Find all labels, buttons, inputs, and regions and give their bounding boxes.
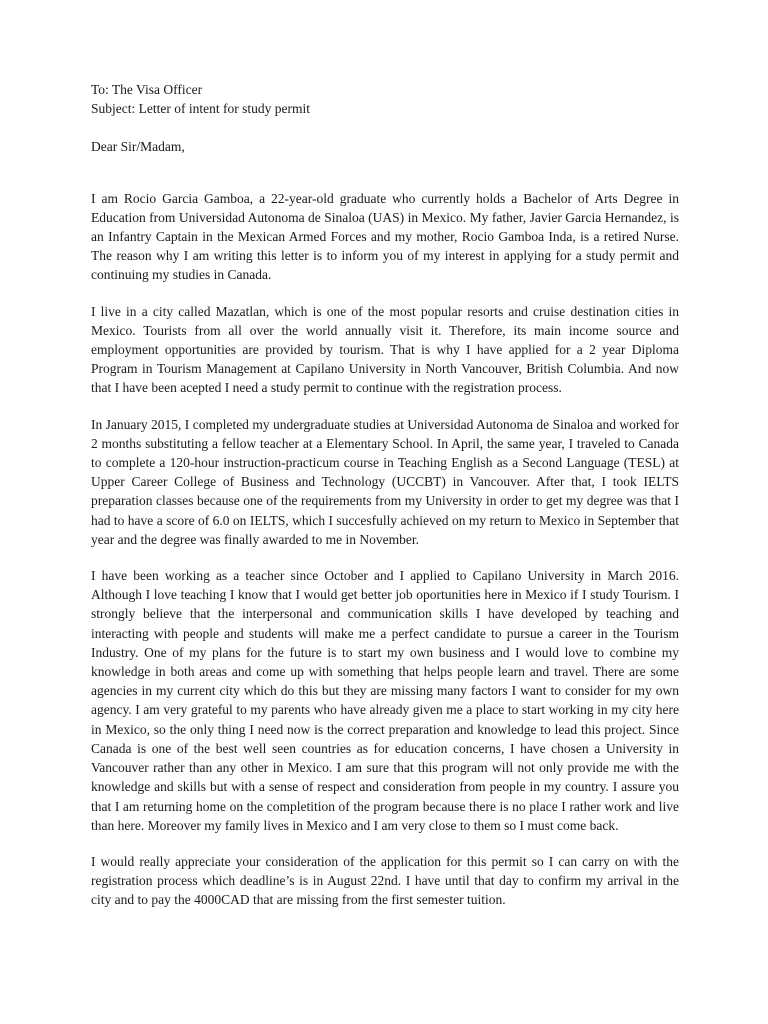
salutation: Dear Sir/Madam, [91, 139, 185, 155]
paragraph-background: In January 2015, I completed my undergraduate studies at Universidad Autonoma de Sinaloa and worked for 2 months substituting a fellow teacher at a Elementary School. In April, the same year, I traveled to Canada to complete a 120-hour instruction-practicum course in Teaching English as a Second Language (TESL) at Upper Career College of Business and Technology (UCCBT) in Vancouver. After that, I took IELTS preparation classes because one of the requirements from my University in order to get my degree was that I had to have a score of 6.0 on IELTS, which I succesfully achieved on my return to Mexico in September that year and the degree was finally awarded to me in November. [91, 416, 679, 547]
paragraph-introduction: I am Rocio Garcia Gamboa, a 22-year-old graduate who currently holds a Bachelor of Arts Degree in Education from Universidad Autonoma de Sinaloa (UAS) in Mexico. My father, Javier Garcia Hernandez, is an Infantry Captain in the Mexican Armed Forces and my mother, Rocio Gamboa Inda, is a retired Nurse. The reason why I am writing this letter is to inform you of my interest in applying for a study permit and continuing my studies in Canada. [91, 190, 679, 283]
paragraph-career-plans: I have been working as a teacher since October and I applied to Capilano University in March 2016. Although I love teaching I know that I would get better job oportunities here in Mexico if I study Tourism. I strongly believe that the interpersonal and communication skills I have developed by teaching and interacting with people and students will make me a perfect candidate to pursue a career in the Tourism Industry. One of my plans for the future is to start my own business and I would love to combine my knowledge in both areas and come up with something that helps people learn and travel. There are some agencies in my current city which do this but they are missing many factors I want to consider for my own agency. I am very grateful to my parents who have already given me a place to start working in my city here in Mexico, so the only thing I need now is the correct preparation and knowledge to lead this project. Since Canada is one of the best well seen countries as for education concerns, I have chosen a University in Vancouver rather than any other in Mexico. I am sure that this program will not only provide me with the knowledge and skills but with a sense of respect and consideration from people in my country. I assure you that I am returning home on the completition of the program because there is no place I rather work and live than here. Moreover my family lives in Mexico and I am very close to them so I must come back. [91, 568, 679, 833]
paragraph-closing: I would really appreciate your consideration of the application for this permit so I can carry on with the registration process which deadline’s is in August 22nd. I have until that day to confirm my arrival in the city and to pay the 4000CAD that are missing from the first semester tuition. [91, 853, 679, 908]
subject-line: Subject: Letter of intent for study permit [91, 101, 310, 117]
recipient-line: To: The Visa Officer [91, 82, 203, 97]
letter-body [91, 80, 679, 910]
paragraph-motivation: I live in a city called Mazatlan, which is one of the most popular resorts and cruise destination cities in Mexico. Tourists from all over the world annually visit it. Therefore, its main income source and employment opportunities are provided by tourism. That is why I have applied for a 2 year Diploma Program in Tourism Management at Capilano University in North Vancouver, British Columbia. And now that I have been acepted I need a study permit to continue with the registration process. [91, 303, 679, 396]
